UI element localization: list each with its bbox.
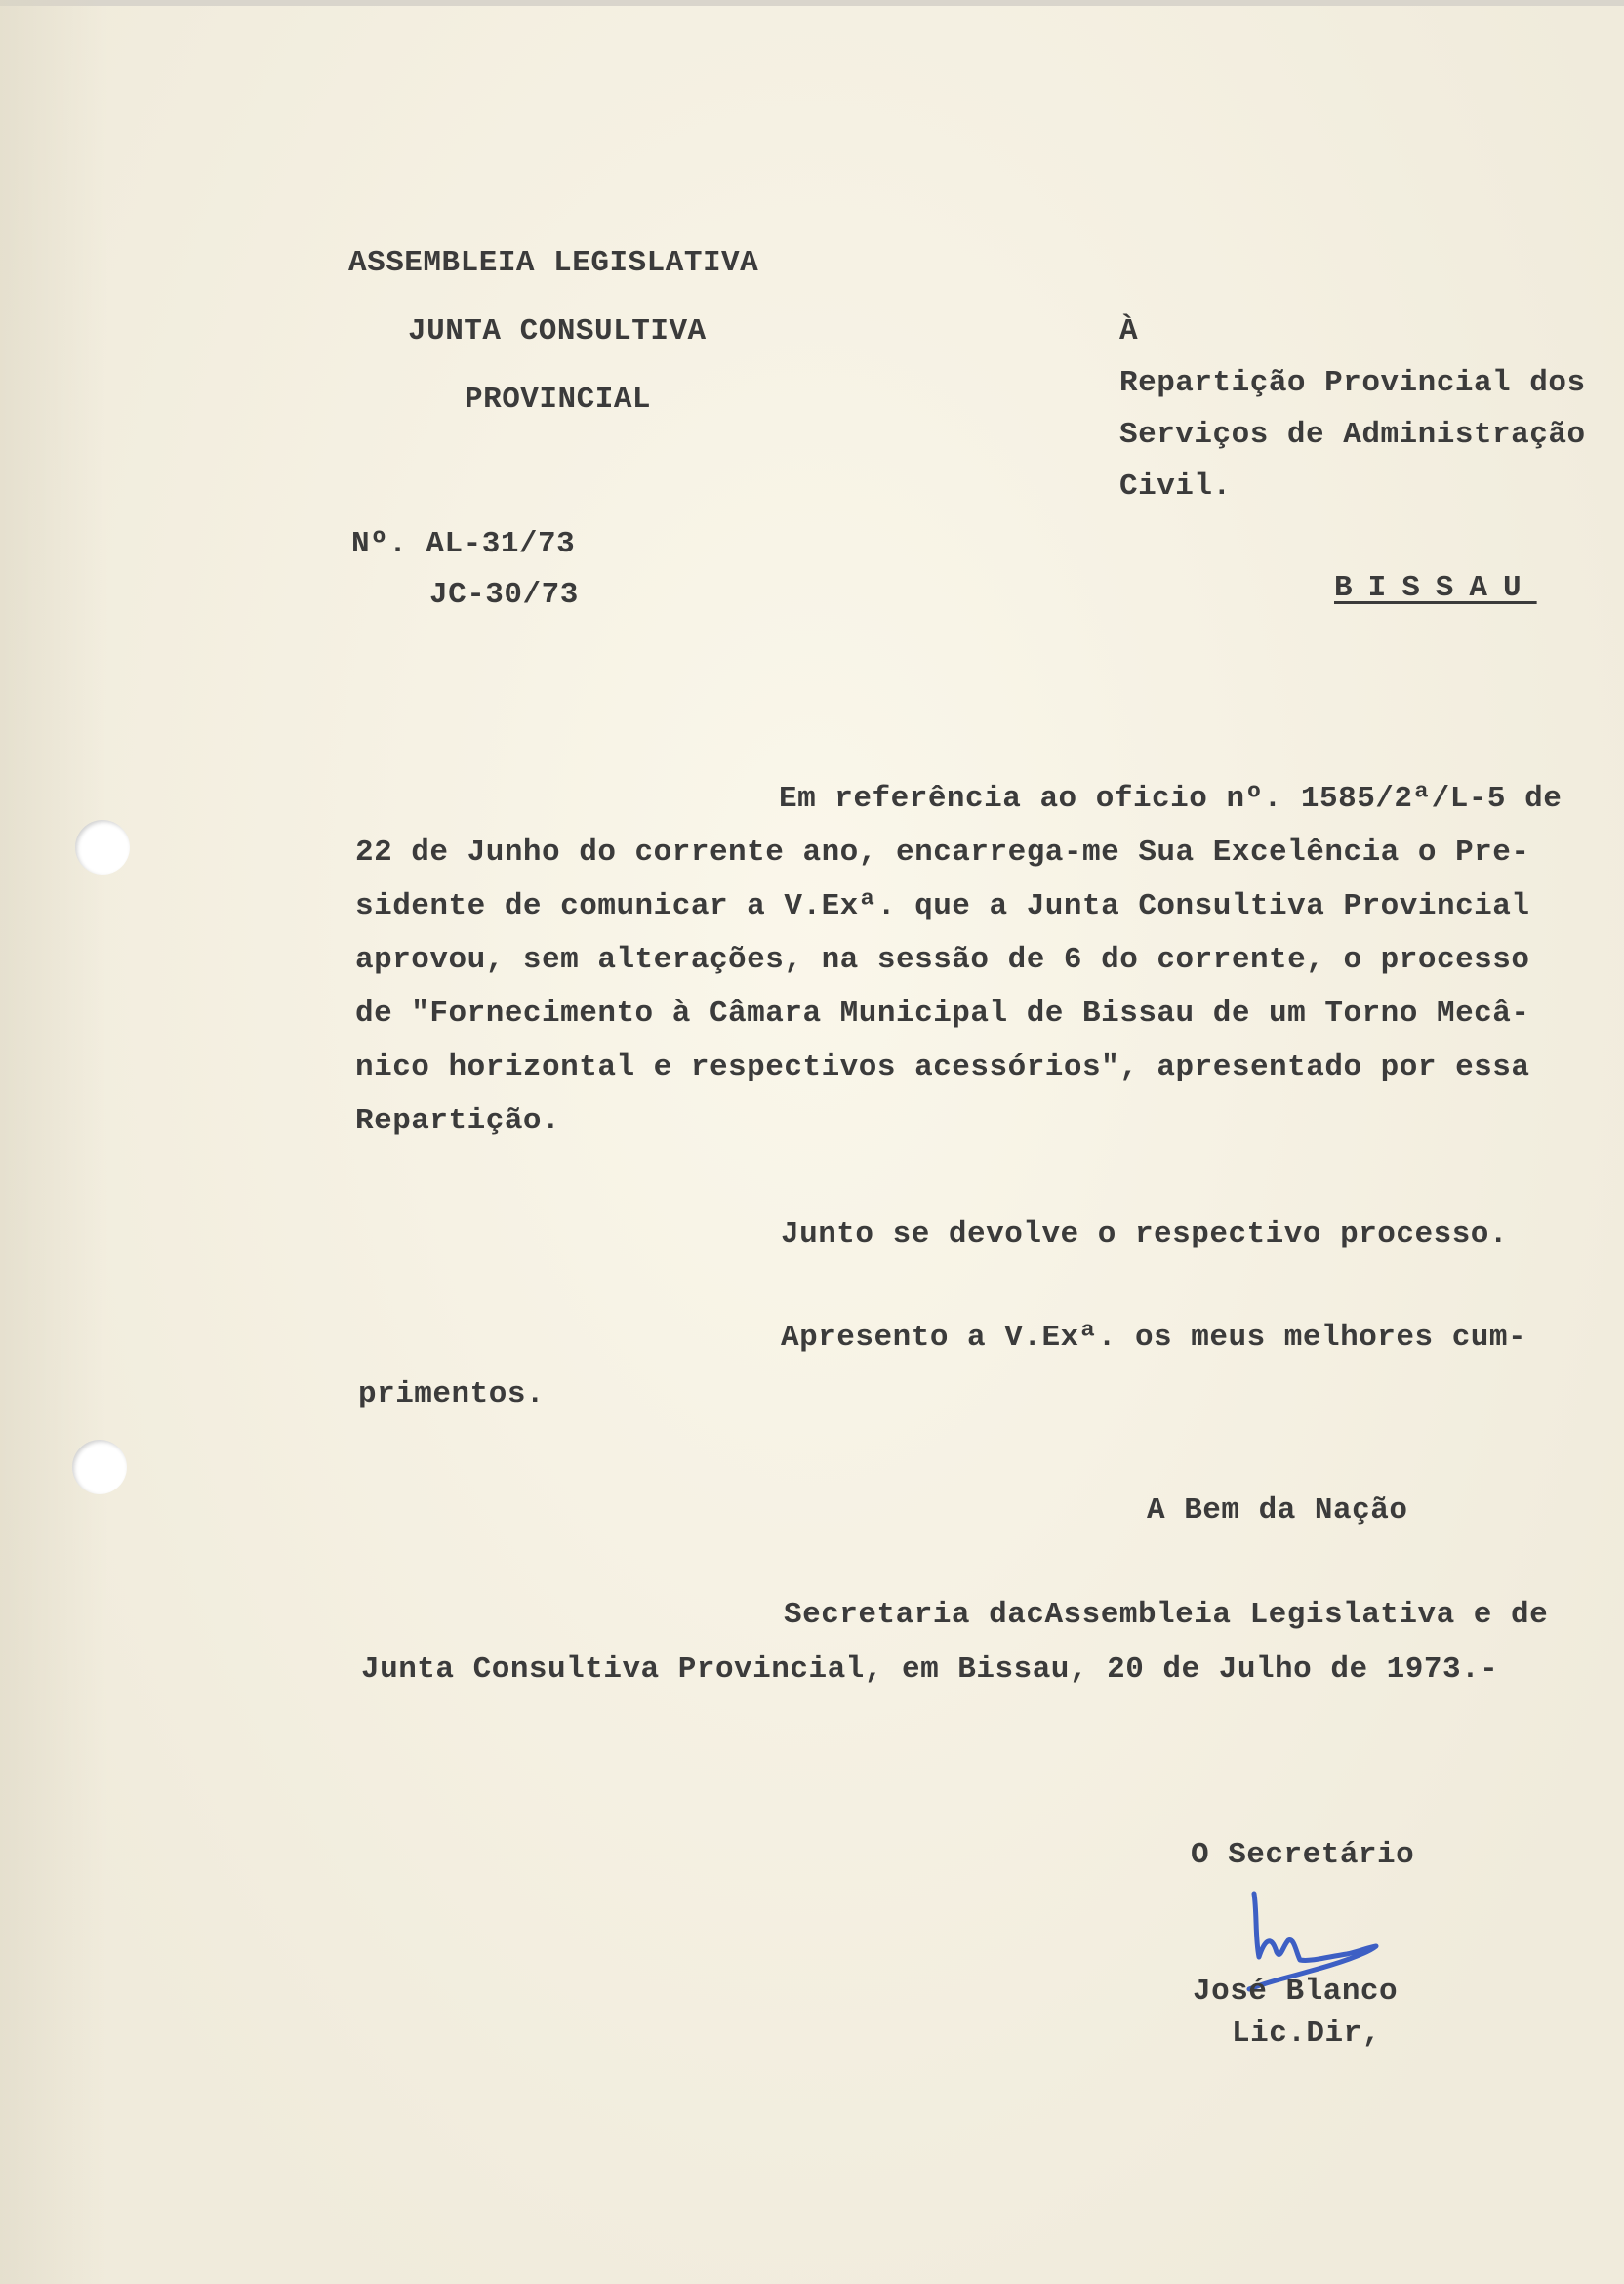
signatory-title: O Secretário	[1191, 1838, 1415, 1872]
body-p1-line-2: 22 de Junho do corrente ano, encarrega-me Sua Excelência o Pre-	[355, 836, 1530, 870]
scan-top-edge	[0, 0, 1624, 6]
body-p1-line-5: de "Fornecimento à Câmara Municipal de Bissau de um Torno Mecâ-	[355, 997, 1530, 1031]
signatory-credential: Lic.Dir,	[1232, 2017, 1381, 2051]
letterhead-junta: JUNTA CONSULTIVA	[408, 314, 707, 348]
body-p1-line-1: Em referência ao oficio nº. 1585/2ª/L-5 de	[779, 782, 1563, 816]
addressee-line-2: Serviços de Administração	[1119, 418, 1586, 452]
addressee-line-3: Civil.	[1119, 469, 1232, 504]
body-p1-line-4: aprovou, sem alterações, na sessão de 6 do corrente, o processo	[355, 943, 1530, 977]
body-p1-line-3: sidente de comunicar a V.Exª. que a Junta Consultiva Provincial	[355, 889, 1530, 923]
punch-hole-bottom	[72, 1440, 127, 1494]
letterhead-provincial: PROVINCIAL	[465, 383, 652, 417]
addressee-city: BISSAU	[1334, 571, 1537, 605]
addressee-to: À	[1119, 314, 1139, 348]
body-p1-line-6: nico horizontal e respectivos acessórios", apresentado por essa	[355, 1050, 1530, 1084]
reference-number-2: JC-30/73	[429, 578, 579, 612]
signatory-name: José Blanco	[1193, 1975, 1399, 2009]
body-p2: Junto se devolve o respectivo processo.	[781, 1217, 1509, 1251]
reference-number: Nº. AL-31/73	[351, 527, 576, 561]
closing-motto: A Bem da Nação	[1147, 1493, 1408, 1528]
body-p1-line-7: Repartição.	[355, 1104, 561, 1138]
addressee-line-1: Repartição Provincial dos	[1119, 366, 1586, 400]
punch-hole-top	[75, 820, 130, 875]
body-p3-line-1: Apresento a V.Exª. os meus melhores cum-	[781, 1321, 1527, 1355]
closing-place-line-2: Junta Consultiva Provincial, em Bissau, 20 de Julho de 1973.-	[361, 1652, 1499, 1687]
scan-left-shade	[0, 0, 107, 2284]
letterhead-assembly: ASSEMBLEIA LEGISLATIVA	[348, 246, 759, 280]
closing-place-line-1: Secretaria dacAssembleia Legislativa e de	[784, 1598, 1549, 1632]
body-p3-line-2: primentos.	[358, 1377, 546, 1411]
